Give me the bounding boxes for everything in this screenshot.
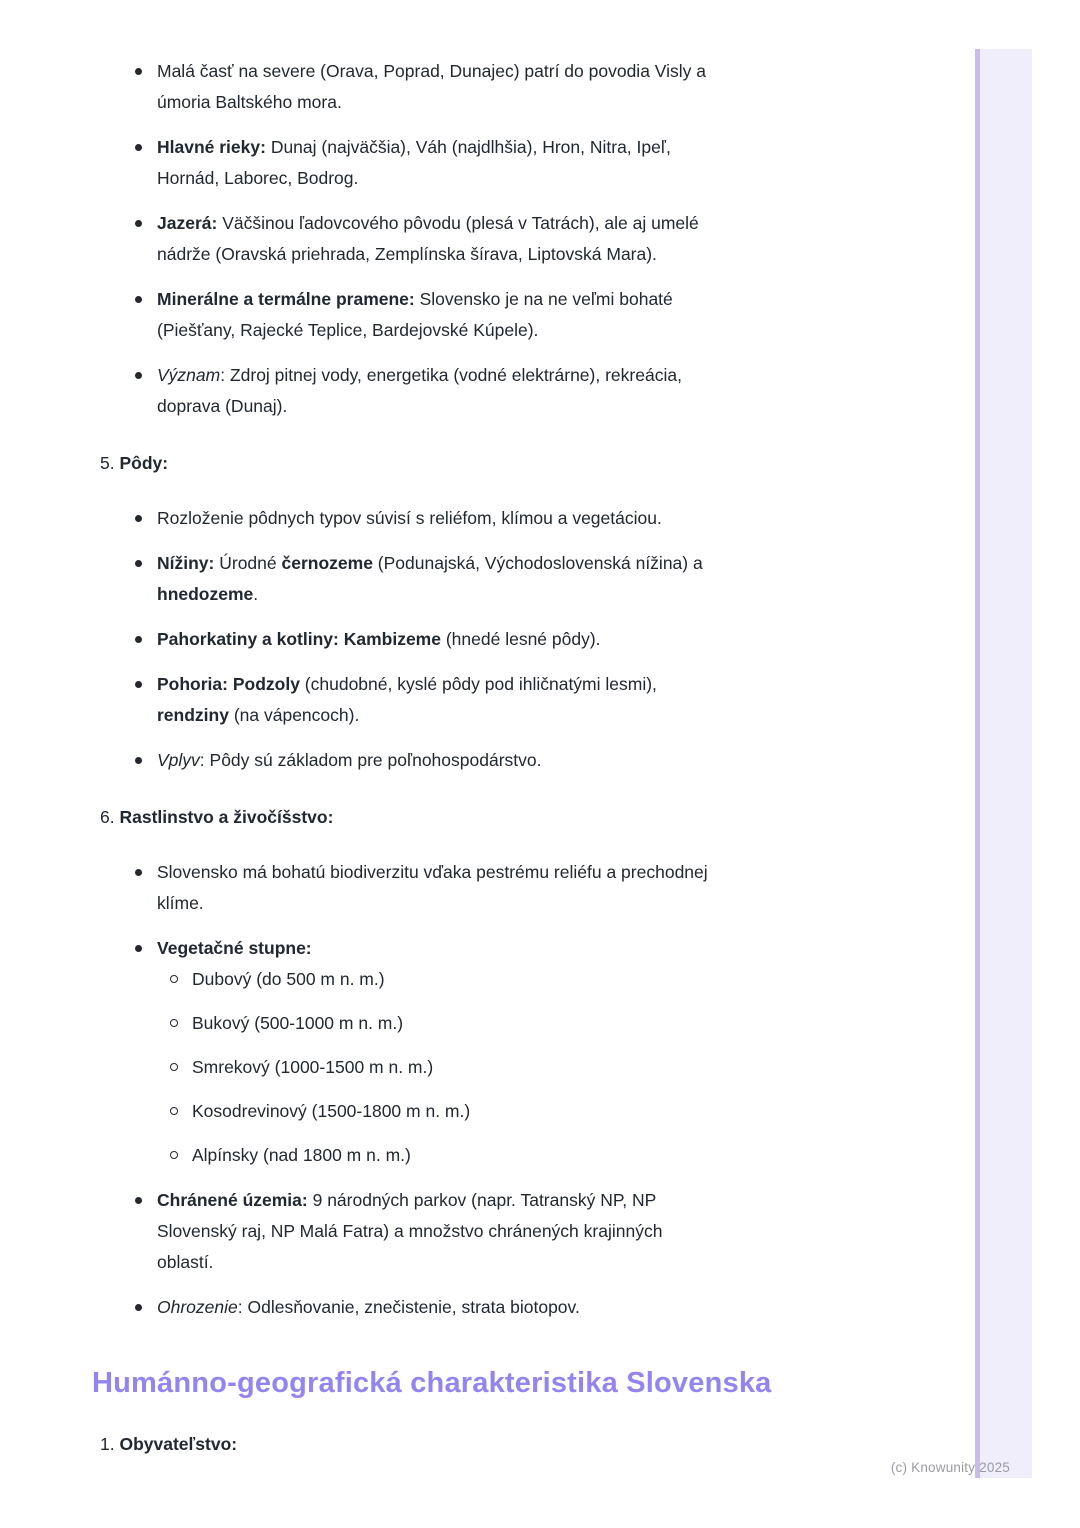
section-title: Rastlinstvo a živočíšstvo: — [119, 807, 334, 827]
list-item — [157, 548, 900, 610]
text-run: Väčšinou ľadovcového pôvodu (plesá v Tatrách), ale aj umelé — [217, 213, 699, 233]
bold-text: černozeme — [281, 553, 373, 573]
text-run: (Podunajská, Východoslovenská nížina) a — [372, 553, 703, 573]
list-item — [157, 624, 900, 655]
list-item — [157, 208, 900, 270]
italic-text: Ohrozenie — [157, 1297, 238, 1317]
section-title: Pôdy: — [119, 453, 169, 473]
section-number: 1. — [100, 1434, 120, 1454]
list-item — [157, 360, 900, 422]
section-number: 6. — [100, 807, 120, 827]
list-item — [157, 1185, 900, 1278]
bold-text: Pahorkatiny a kotliny: Kambizeme — [157, 629, 441, 649]
bullet-list — [0, 857, 900, 1323]
watermark: (c) Knowunity 2025 — [890, 1460, 1010, 1475]
list-item — [157, 933, 900, 1171]
text-run: 9 národných parkov (napr. Tatranský NP, NP — [307, 1190, 657, 1210]
bold-text: hnedozeme — [157, 584, 254, 604]
sub-list-item: Kosodrevinový (1500-1800 m n. m.) — [192, 1096, 900, 1127]
text-run: (na vápencoch). — [228, 705, 360, 725]
text-run: : Pôdy sú základom pre poľnohospodárstvo. — [199, 750, 542, 770]
bold-text: Hlavné rieky: — [157, 137, 266, 157]
list-item — [157, 669, 900, 731]
section-title: Obyvateľstvo: — [119, 1434, 238, 1454]
list-item — [157, 1292, 900, 1323]
page-title: Humánno-geografická charakteristika Slovenska — [92, 1367, 772, 1399]
sub-list — [157, 964, 900, 1171]
bold-text: Minerálne a termálne pramene: — [157, 289, 415, 309]
text-run: (hnedé lesné pôdy). — [440, 629, 601, 649]
bold-text: Vegetačné stupne: — [157, 938, 312, 958]
text-run: Malá časť na severe (Orava, Poprad, Dunajec) patrí do povodia Visly a — [157, 61, 707, 81]
list-item — [157, 56, 900, 118]
text-run: doprava (Dunaj). — [157, 396, 288, 416]
text-run: (Piešťany, Rajecké Teplice, Bardejovské Kúpele). — [157, 320, 539, 340]
list-item — [157, 503, 900, 534]
bullet-list — [0, 56, 900, 422]
text-run: Slovensko je na ne veľmi bohaté — [414, 289, 673, 309]
sub-list-item: Smrekový (1000-1500 m n. m.) — [192, 1052, 900, 1083]
text-run: oblastí. — [157, 1252, 214, 1272]
text-run: (chudobné, kyslé pôdy pod ihličnatými lesmi), — [299, 674, 657, 694]
text-run: Rozloženie pôdnych typov súvisí s reliéfom, klímou a vegetáciou. — [157, 508, 662, 528]
right-edge-stripe — [975, 49, 1032, 1478]
section-heading — [100, 1429, 900, 1460]
section-heading — [100, 448, 900, 479]
text-run: : Zdroj pitnej vody, energetika (vodné elektrárne), rekreácia, — [220, 365, 682, 385]
italic-text: Vplyv — [157, 750, 200, 770]
text-run: klíme. — [157, 893, 204, 913]
text-run: . — [253, 584, 259, 604]
section-number: 5. — [100, 453, 120, 473]
text-run: úmoria Baltského mora. — [157, 92, 342, 112]
text-run: Slovenský raj, NP Malá Fatra) a množstvo chránených krajinných — [157, 1221, 663, 1241]
list-item — [157, 745, 900, 776]
list-item — [157, 132, 900, 194]
italic-text: Význam — [157, 365, 221, 385]
bold-text: Chránené územia: — [157, 1190, 308, 1210]
text-run: Hornád, Laborec, Bodrog. — [157, 168, 359, 188]
document-content — [0, 56, 900, 1484]
text-run: : Odlesňovanie, znečistenie, strata biotopov. — [237, 1297, 580, 1317]
text-run: Dunaj (najväčšia), Váh (najdlhšia), Hron, Nitra, Ipeľ, — [265, 137, 671, 157]
sub-list-item: Bukový (500-1000 m n. m.) — [192, 1008, 900, 1039]
text-run: Úrodné — [214, 553, 282, 573]
text-run: nádrže (Oravská priehrada, Zemplínska šírava, Liptovská Mara). — [157, 244, 657, 264]
sub-list-item: Alpínsky (nad 1800 m n. m.) — [192, 1140, 900, 1171]
text-run: Slovensko má bohatú biodiverzitu vďaka pestrému reliéfu a prechodnej — [157, 862, 708, 882]
list-item — [157, 284, 900, 346]
bold-text: Jazerá: — [157, 213, 218, 233]
list-item — [157, 857, 900, 919]
sub-list-item: Dubový (do 500 m n. m.) — [192, 964, 900, 995]
section-heading — [100, 802, 900, 833]
bold-text: Nížiny: — [157, 553, 215, 573]
bold-text: rendziny — [157, 705, 229, 725]
bullet-list — [0, 503, 900, 776]
bold-text: Pohoria: Podzoly — [157, 674, 300, 694]
